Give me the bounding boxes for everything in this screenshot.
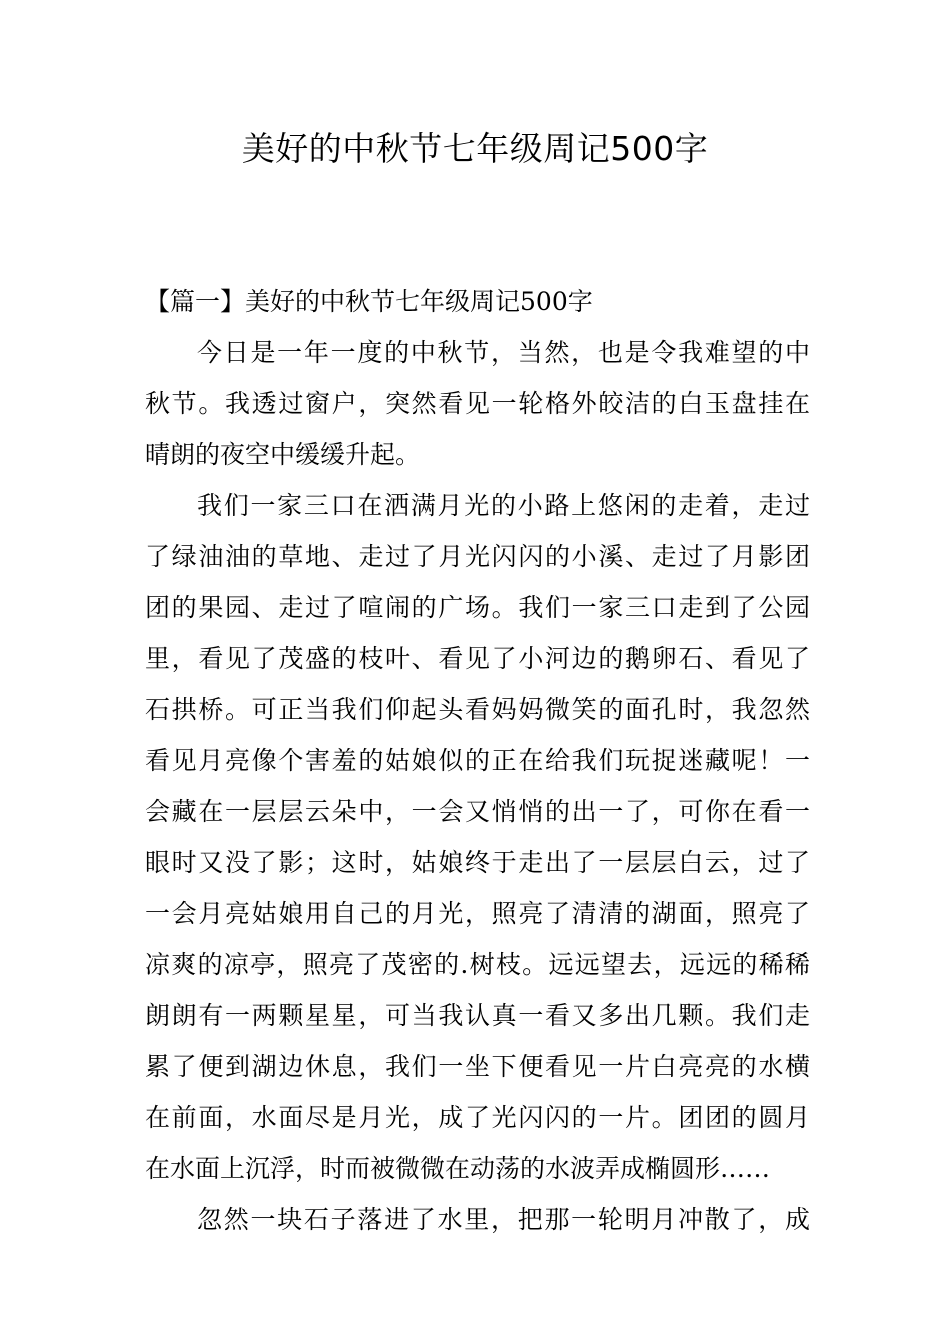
paragraph-line: 眼时又没了影；这时，姑娘终于走出了一层层白云，过了 bbox=[145, 848, 810, 877]
section-heading bbox=[145, 276, 810, 327]
paragraph-line: 会藏在一层层云朵中，一会又悄悄的出一了，可你在看一 bbox=[145, 797, 810, 826]
document-body bbox=[145, 327, 810, 1245]
paragraph-line: 在前面，水面尽是月光，成了光闪闪的一片。团团的圆月 bbox=[145, 1103, 810, 1132]
paragraph-line: 石拱桥。可正当我们仰起头看妈妈微笑的面孔时，我忽然 bbox=[145, 695, 810, 724]
paragraph-line: 在水面上沉浮，时而被微微在动荡的水波弄成椭圆形…… bbox=[145, 1154, 771, 1183]
paragraph-line: 朗朗有一两颗星星，可当我认真一看又多出几颗。我们走 bbox=[145, 1001, 810, 1030]
paragraph-line: 今日是一年一度的中秋节，当然，也是令我难望的中 bbox=[197, 338, 810, 367]
paragraph-1 bbox=[145, 327, 810, 480]
paragraph-3 bbox=[145, 1194, 810, 1245]
paragraph-line: 凉爽的凉亭，照亮了茂密的.树枝。远远望去，远远的稀稀 bbox=[145, 950, 810, 979]
paragraph-line: 秋节。我透过窗户，突然看见一轮格外皎洁的白玉盘挂在 bbox=[145, 389, 810, 418]
document-title: 美好的中秋节七年级周记500字 bbox=[241, 129, 709, 168]
paragraph-line: 看见月亮像个害羞的姑娘似的正在给我们玩捉迷藏呢！一 bbox=[145, 746, 810, 775]
paragraph-2 bbox=[145, 480, 810, 1194]
paragraph-line: 我们一家三口在洒满月光的小路上悠闲的走着，走过 bbox=[197, 491, 810, 520]
section-heading-text: 【篇一】美好的中秋节七年级周记500字 bbox=[145, 287, 593, 316]
paragraph-line: 晴朗的夜空中缓缓升起。 bbox=[145, 440, 421, 469]
paragraph-line: 里，看见了茂盛的枝叶、看见了小河边的鹅卵石、看见了 bbox=[145, 644, 810, 673]
paragraph-line: 一会月亮姑娘用自己的月光，照亮了清清的湖面，照亮了 bbox=[145, 899, 810, 928]
paragraph-line: 忽然一块石子落进了水里，把那一轮明月冲散了，成 bbox=[197, 1205, 810, 1234]
paragraph-line: 团的果园、走过了喧闹的广场。我们一家三口走到了公园 bbox=[145, 593, 810, 622]
paragraph-line: 了绿油油的草地、走过了月光闪闪的小溪、走过了月影团 bbox=[145, 542, 810, 571]
paragraph-line: 累了便到湖边休息，我们一坐下便看见一片白亮亮的水横 bbox=[145, 1052, 810, 1081]
